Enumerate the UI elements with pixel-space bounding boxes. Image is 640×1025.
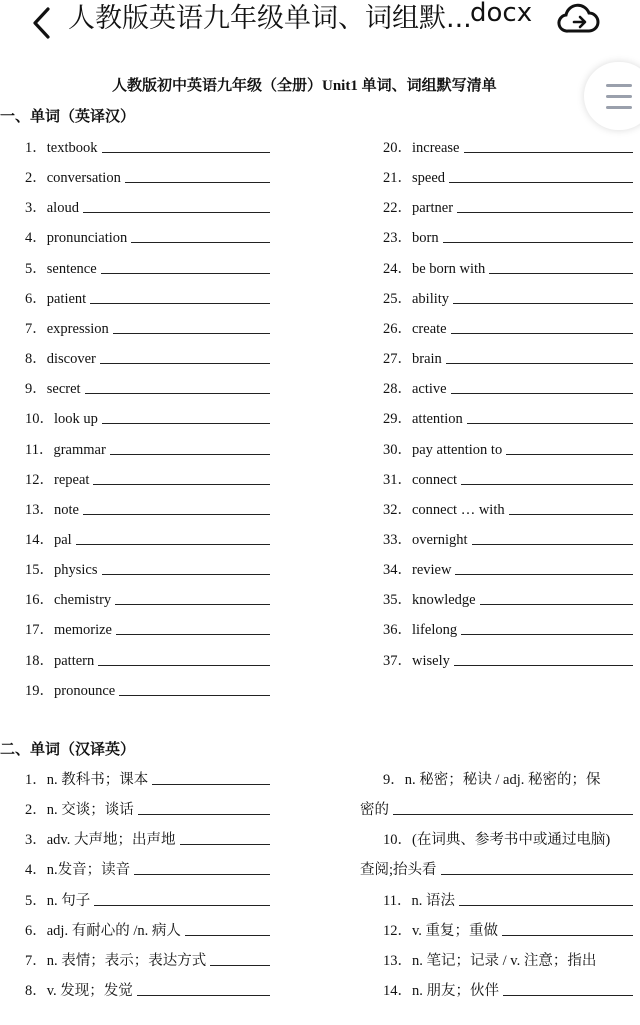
item-word: textbook xyxy=(46,140,98,156)
item-number: 31． xyxy=(383,471,412,488)
vocab-item xyxy=(383,558,633,578)
answer-blank[interactable] xyxy=(467,423,633,424)
vocab-item xyxy=(25,407,275,427)
vocab-item xyxy=(25,196,275,216)
answer-blank[interactable] xyxy=(110,454,270,455)
item-word: partner xyxy=(412,200,454,217)
vocab-item xyxy=(25,136,275,156)
item-definition: 密的 xyxy=(360,802,389,819)
item-word: speed xyxy=(412,170,446,187)
item-definition: n. 交谈；谈话 xyxy=(46,802,134,819)
answer-blank[interactable] xyxy=(101,273,270,274)
translation-item-right xyxy=(383,828,633,848)
translation-item xyxy=(25,889,275,909)
vocab-item xyxy=(383,528,633,548)
answer-blank[interactable] xyxy=(461,484,633,485)
vocab-item xyxy=(383,407,633,427)
vocab-item xyxy=(25,226,275,246)
vocab-item xyxy=(383,166,633,186)
answer-blank[interactable] xyxy=(451,393,633,394)
item-word: wisely xyxy=(412,652,450,669)
answer-blank[interactable] xyxy=(115,604,270,605)
item-definition: n. 句子 xyxy=(46,892,91,909)
item-number: 37． xyxy=(383,652,412,669)
vocab-item xyxy=(25,166,275,186)
answer-blank[interactable] xyxy=(138,814,270,815)
answer-blank[interactable] xyxy=(131,242,270,243)
answer-blank[interactable] xyxy=(90,303,270,304)
item-word: aloud xyxy=(46,200,79,217)
item-number: 16． xyxy=(25,592,54,609)
item-definition: 9．n. 秘密；秘诀 / adj. 秘密的；保 xyxy=(383,772,601,788)
item-number: 20． xyxy=(383,140,412,156)
answer-blank[interactable] xyxy=(441,874,633,875)
answer-blank[interactable] xyxy=(393,814,633,815)
answer-blank[interactable] xyxy=(453,303,633,304)
back-arrow-icon[interactable] xyxy=(28,6,58,40)
answer-blank[interactable] xyxy=(93,484,270,485)
vocab-item xyxy=(383,377,633,397)
item-number: 28． xyxy=(383,381,412,398)
vocab-item xyxy=(383,649,633,669)
translation-item xyxy=(25,828,275,848)
answer-blank[interactable] xyxy=(83,212,270,213)
answer-blank[interactable] xyxy=(125,182,270,183)
item-word: lifelong xyxy=(412,622,458,639)
vocab-item xyxy=(383,347,633,367)
top-bar xyxy=(0,0,640,50)
translation-item xyxy=(25,979,275,999)
item-word: memorize xyxy=(54,622,112,639)
translation-item-right xyxy=(383,919,633,939)
vocab-item xyxy=(25,649,275,669)
item-definition: 查阅;抬头看 xyxy=(360,862,437,879)
vocab-item xyxy=(25,498,275,518)
item-number: 29． xyxy=(383,411,412,428)
item-number: 13． xyxy=(25,501,54,518)
vocab-item xyxy=(383,438,633,458)
item-number: 6． xyxy=(25,922,47,939)
answer-blank[interactable] xyxy=(459,905,633,906)
item-number: 19． xyxy=(25,682,54,699)
answer-blank[interactable] xyxy=(185,935,270,936)
item-definition: 13．n. 笔记；记录 / v. 注意；指出 xyxy=(383,952,597,969)
answer-blank[interactable] xyxy=(98,665,270,666)
answer-blank[interactable] xyxy=(489,273,633,274)
answer-blank[interactable] xyxy=(509,514,633,515)
translation-item-right xyxy=(360,798,633,818)
item-word: sentence xyxy=(46,260,97,277)
item-word: grammar xyxy=(53,441,106,458)
vocab-item xyxy=(25,679,275,699)
answer-blank[interactable] xyxy=(210,965,270,966)
translation-item xyxy=(25,768,275,788)
vocab-item xyxy=(383,287,633,307)
item-definition: n. 表情；表示；表达方式 xyxy=(46,952,207,969)
item-word: pay attention to xyxy=(412,441,503,458)
vocab-item xyxy=(25,558,275,578)
translation-item xyxy=(25,919,275,939)
vocab-item xyxy=(383,618,633,638)
item-number: 1． xyxy=(25,140,47,156)
item-number: 32． xyxy=(383,501,412,518)
item-word: pal xyxy=(54,531,72,548)
answer-blank[interactable] xyxy=(134,874,270,875)
item-word: be born with xyxy=(412,260,486,277)
item-number: 7． xyxy=(25,320,47,337)
answer-blank[interactable] xyxy=(455,574,633,575)
translation-item-right xyxy=(383,979,633,999)
vocab-item xyxy=(25,468,275,488)
translation-item-right xyxy=(383,949,633,969)
vocab-item xyxy=(25,528,275,548)
item-number: 18． xyxy=(25,652,54,669)
answer-blank[interactable] xyxy=(137,995,270,996)
answer-blank[interactable] xyxy=(102,152,271,153)
vocab-item xyxy=(25,377,275,397)
item-word: note xyxy=(54,501,79,518)
answer-blank[interactable] xyxy=(480,604,633,605)
item-definition: n. 教科书；课本 xyxy=(46,772,149,788)
item-number: 8． xyxy=(25,983,47,1000)
item-definition: adj. 有耐心的 /n. 病人 xyxy=(46,922,181,939)
item-number: 3． xyxy=(25,832,47,849)
item-number: 27． xyxy=(383,351,412,368)
cloud-upload-icon[interactable] xyxy=(556,0,600,36)
item-word: conversation xyxy=(46,170,121,187)
vocab-item xyxy=(383,196,633,216)
item-definition: 12．v. 重复；重做 xyxy=(383,922,499,939)
item-number: 21． xyxy=(383,170,412,187)
answer-blank[interactable] xyxy=(502,935,633,936)
item-word: create xyxy=(412,320,447,337)
answer-blank[interactable] xyxy=(464,152,634,153)
answer-blank[interactable] xyxy=(472,544,633,545)
item-number: 5． xyxy=(25,892,47,909)
item-definition: n.发音；读音 xyxy=(46,862,131,879)
item-word: look up xyxy=(54,411,98,428)
item-word: repeat xyxy=(54,471,90,488)
item-word: born xyxy=(412,230,439,247)
translation-item-right xyxy=(383,768,633,788)
item-number: 11． xyxy=(25,441,54,458)
translation-item xyxy=(25,798,275,818)
answer-blank[interactable] xyxy=(180,844,271,845)
item-word: discover xyxy=(46,351,96,368)
item-word: ability xyxy=(412,290,450,307)
item-number: 4． xyxy=(25,862,47,879)
item-number: 33． xyxy=(383,531,412,548)
item-number: 2． xyxy=(25,802,47,819)
vocab-item xyxy=(25,347,275,367)
item-word: secret xyxy=(46,381,81,398)
item-number: 4． xyxy=(25,230,47,247)
item-word: attention xyxy=(412,411,463,428)
item-word: increase xyxy=(412,140,460,156)
item-word: overnight xyxy=(412,531,468,548)
answer-blank[interactable] xyxy=(506,454,633,455)
item-word: review xyxy=(412,562,452,579)
item-number: 14． xyxy=(25,531,54,548)
vocab-item xyxy=(25,618,275,638)
item-number: 3． xyxy=(25,200,47,217)
vocab-item xyxy=(25,588,275,608)
item-definition: v. 发现；发觉 xyxy=(46,983,133,1000)
item-number: 15． xyxy=(25,562,54,579)
answer-blank[interactable] xyxy=(100,363,270,364)
answer-blank[interactable] xyxy=(102,423,270,424)
item-word: brain xyxy=(412,351,442,368)
vocab-item xyxy=(25,287,275,307)
item-word: connect … with xyxy=(412,501,505,518)
item-word: chemistry xyxy=(54,592,112,609)
file-title: 人教版英语九年级单词、词组默... xyxy=(68,3,472,34)
answer-blank[interactable] xyxy=(454,665,633,666)
vocab-item xyxy=(383,257,633,277)
answer-blank[interactable] xyxy=(461,634,633,635)
answer-blank[interactable] xyxy=(446,363,633,364)
item-number: 2． xyxy=(25,170,47,187)
item-number: 34． xyxy=(383,562,412,579)
answer-blank[interactable] xyxy=(449,182,633,183)
vocab-item xyxy=(383,317,633,337)
answer-blank[interactable] xyxy=(119,695,270,696)
item-word: knowledge xyxy=(412,592,476,609)
translation-item xyxy=(25,949,275,969)
item-number: 10． xyxy=(25,411,54,428)
item-number: 36． xyxy=(383,622,412,639)
file-extension: docx xyxy=(470,0,533,28)
menu-button[interactable] xyxy=(584,62,640,130)
answer-blank[interactable] xyxy=(102,574,271,575)
item-word: pronounce xyxy=(54,682,116,699)
section-heading-1: 一、单词（英译汉） xyxy=(0,109,136,125)
item-number: 23． xyxy=(383,230,412,247)
answer-blank[interactable] xyxy=(85,393,270,394)
answer-blank[interactable] xyxy=(113,333,270,334)
vocab-item xyxy=(25,317,275,337)
item-number: 22． xyxy=(383,200,412,217)
answer-blank[interactable] xyxy=(503,995,633,996)
item-number: 17． xyxy=(25,622,54,639)
item-definition: adv. 大声地；出声地 xyxy=(46,832,176,849)
answer-blank[interactable] xyxy=(94,905,270,906)
translation-item-right xyxy=(383,889,633,909)
vocab-item xyxy=(383,136,633,156)
item-number: 9． xyxy=(25,381,47,398)
item-number: 8． xyxy=(25,351,47,368)
answer-blank[interactable] xyxy=(451,333,633,334)
menu-icon xyxy=(606,84,632,87)
item-word: expression xyxy=(46,320,109,337)
section-heading-2: 二、单词（汉译英） xyxy=(0,742,136,758)
vocab-item xyxy=(383,498,633,518)
item-word: patient xyxy=(46,290,87,307)
item-definition: 11．n. 语法 xyxy=(383,892,455,909)
vocab-item xyxy=(25,257,275,277)
item-number: 6． xyxy=(25,290,47,307)
answer-blank[interactable] xyxy=(443,242,633,243)
menu-icon-line xyxy=(606,95,632,98)
item-number: 7． xyxy=(25,952,47,969)
item-definition: 10．(在词典、参考书中或通过电脑) xyxy=(383,832,611,849)
item-number: 35． xyxy=(383,592,412,609)
menu-icon-line xyxy=(606,106,632,109)
answer-blank[interactable] xyxy=(457,212,633,213)
translation-item xyxy=(25,858,275,878)
vocab-item xyxy=(383,588,633,608)
item-word: pattern xyxy=(54,652,95,669)
vocab-item xyxy=(383,226,633,246)
answer-blank[interactable] xyxy=(76,544,270,545)
answer-blank[interactable] xyxy=(116,634,270,635)
item-number: 5． xyxy=(25,260,47,277)
vocab-item xyxy=(25,438,275,458)
document-title: 人教版初中英语九年级（全册）Unit1 单词、词组默写清单 xyxy=(112,78,497,94)
answer-blank[interactable] xyxy=(83,514,270,515)
item-number: 12． xyxy=(25,471,54,488)
item-number: 26． xyxy=(383,320,412,337)
vocab-item xyxy=(383,468,633,488)
item-number: 24． xyxy=(383,260,412,277)
item-word: pronunciation xyxy=(46,230,128,247)
item-number: 25． xyxy=(383,290,412,307)
item-definition: 14．n. 朋友；伙伴 xyxy=(383,983,499,1000)
translation-item-right xyxy=(360,858,633,878)
item-number: 1． xyxy=(25,772,47,788)
item-number: 30． xyxy=(383,441,412,458)
item-word: active xyxy=(412,381,447,398)
item-word: physics xyxy=(54,562,98,579)
item-word: connect xyxy=(412,471,458,488)
answer-blank[interactable] xyxy=(152,784,270,785)
